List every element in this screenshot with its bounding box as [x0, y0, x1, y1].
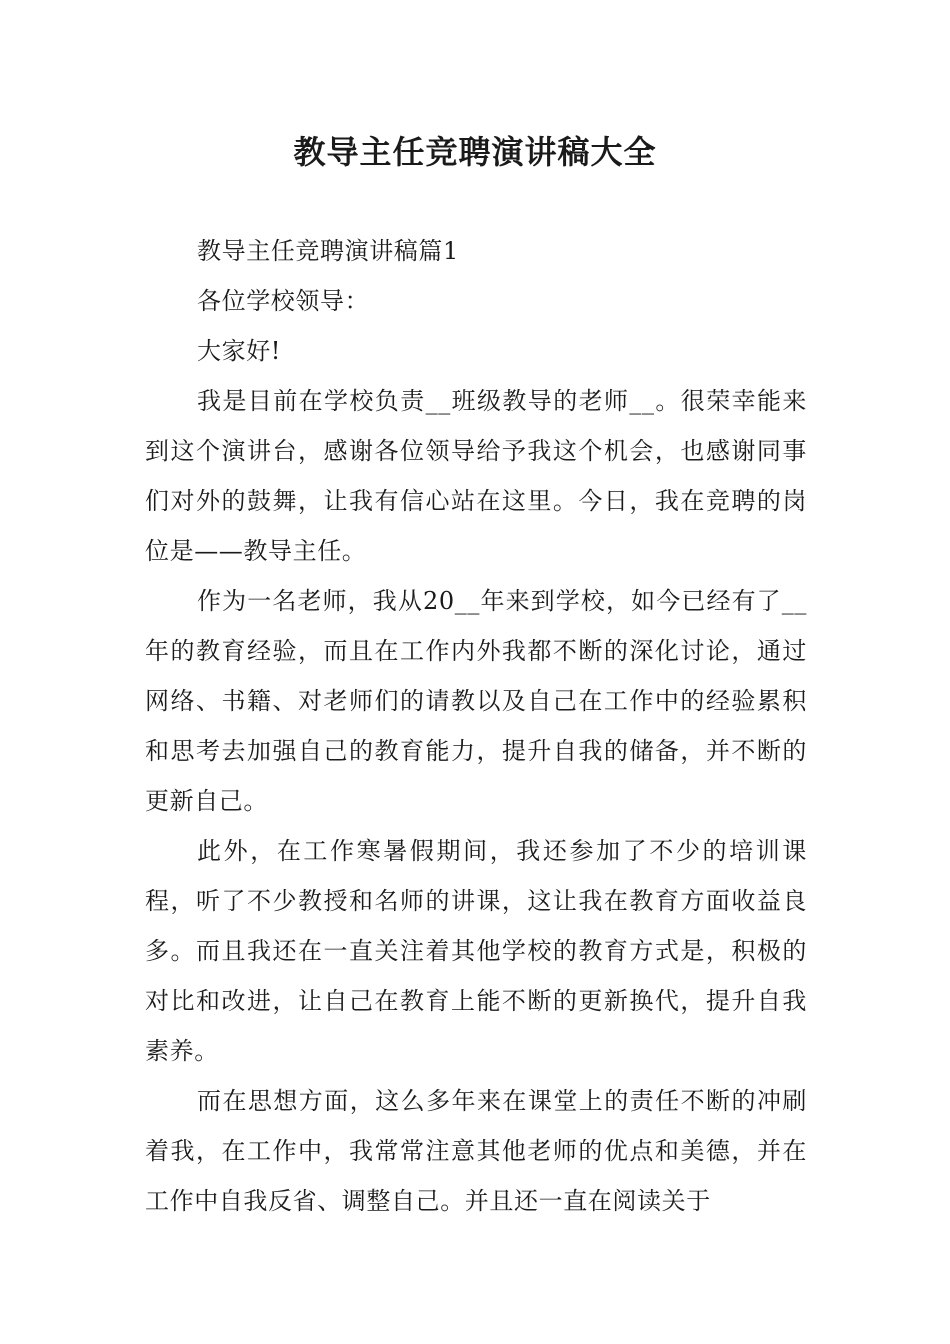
paragraph-salutation: 各位学校领导：	[197, 287, 370, 315]
paragraph-ideology: 而在思想方面，这么多年来在课堂上的责任不断的冲刷着我，在工作中，我常常注意其他老师的优点和美德，并在工作中自我反省、调整自己。并且还一直在阅读关于	[145, 1087, 807, 1215]
paragraph-speech-heading: 教导主任竞聘演讲稿篇1	[197, 237, 459, 265]
document-title: 教导主任竞聘演讲稿大全	[293, 133, 657, 171]
paragraph-experience: 作为一名老师，我从20__年来到学校，如今已经有了__年的教育经验，而且在工作内外我都不断的深化讨论，通过网络、书籍、对老师们的请教以及自己在工作中的经验累积和思考去加强自己的教育能力，提升自我的储备，并不断的更新自己。	[145, 587, 807, 815]
paragraph-training: 此外，在工作寒暑假期间，我还参加了不少的培训课程，听了不少教授和名师的讲课，这让我在教育方面收益良多。而且我还在一直关注着其他学校的教育方式是，积极的对比和改进，让自己在教育上能不断的更新换代，提升自我素养。	[145, 837, 807, 1065]
paragraph-greeting: 大家好!	[197, 337, 282, 365]
paragraph-introduction: 我是目前在学校负责__班级教导的老师__。很荣幸能来到这个演讲台，感谢各位领导给予我这个机会，也感谢同事们对外的鼓舞，让我有信心站在这里。今日，我在竞聘的岗位是——教导主任。	[145, 387, 807, 565]
document-body	[145, 226, 807, 1226]
